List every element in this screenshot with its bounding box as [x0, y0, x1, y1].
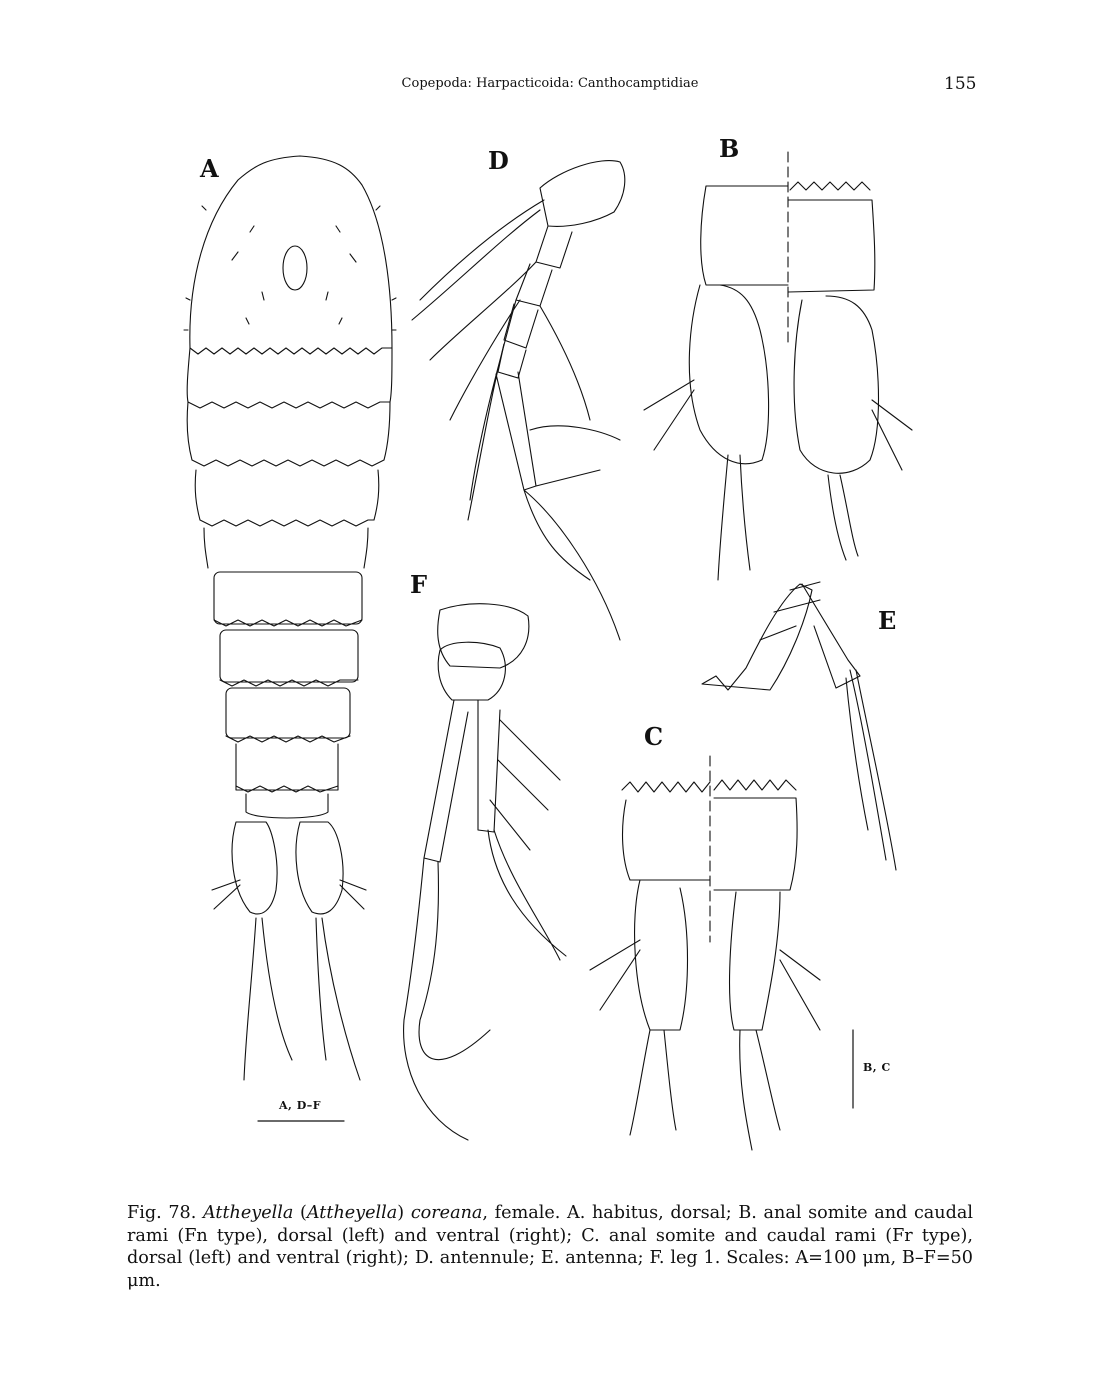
anal-somite-fn-drawing [644, 152, 912, 580]
panel-label-f: F [410, 570, 428, 599]
scale-label-a-d-f: A, D–F [279, 1099, 322, 1112]
panel-label-b: B [719, 134, 740, 163]
caption-genus: Attheyella [203, 1203, 294, 1223]
leg1-drawing [404, 604, 566, 1140]
caption-species: coreana [410, 1203, 483, 1223]
figure-caption: Fig. 78. Attheyella (Attheyella) coreana, female. A. habitus, dorsal; B. anal somite and caudal rami (Fn type), dorsal (left) and ventral (right); C. anal somite and caudal rami (Fr type), dorsal (left) and ventral (right); D. antennule; E. antenna; F. leg 1. Scales: A=100 μm, B–F=50 μm. [127, 1203, 974, 1291]
panel-label-e: E [878, 606, 897, 635]
anal-somite-fr-drawing [590, 756, 820, 1150]
scale-label-b-c: B, C [863, 1061, 891, 1074]
caption-text: , female. A. habitus, dorsal; B. anal somite and caudal rami (Fn type), dorsal (left) and ventral (right); C. anal somite and caudal rami (Fr type), dorsal (left) and ventral (right); D. antennule; E. antenna; F. leg 1. Scales: A=100 μm, B–F=50 μm. [127, 1203, 974, 1291]
running-head: Copepoda: Harpacticoida: Canthocamptidiae [401, 76, 699, 91]
caption-subgenus: Attheyella [306, 1203, 398, 1223]
panel-label-c: C [644, 722, 664, 751]
panel-label-a: A [200, 154, 219, 183]
habitus-drawing [184, 156, 396, 1080]
antenna-drawing [702, 582, 896, 870]
page-number: 155 [944, 74, 977, 94]
caption-fig-number: Fig. 78. [127, 1203, 197, 1223]
panel-label-d: D [488, 146, 509, 175]
antennule-drawing [412, 161, 625, 640]
